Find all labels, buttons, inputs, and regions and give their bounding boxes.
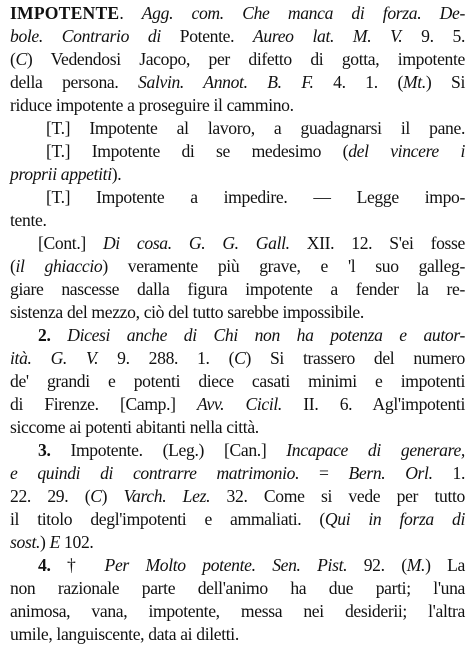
entry-line-23: il titolo degl'impotenti e ammaliati. (Qui in forza di <box>10 509 465 529</box>
entry-line-4: della persona. Salvin. Annot. B. F. 4. 1. (Mt.) Si <box>10 72 465 92</box>
entry-line-5: riduce impotente a proseguire il cammino. <box>10 95 294 115</box>
entry-line-6: [T.] Impotente al lavoro, a guadagnarsi il pane. <box>46 118 465 138</box>
entry-line-24: sost.) E 102. <box>10 532 94 552</box>
entry-line-11: [Cont.] Di cosa. G. G. Gall. XII. 12. S'ei fosse <box>38 233 466 253</box>
dictionary-entry-impotente <box>10 2 465 646</box>
entry-line-2: bole. Contrario di Potente. Aureo lat. M. V. 9. 5. <box>10 26 466 46</box>
entry-line-19: siccome ai potenti abitanti nella città. <box>10 417 259 437</box>
entry-line-10: tente. <box>10 210 47 230</box>
entry-line-16: ità. G. V. 9. 288. 1. (C) Si trassero del numero <box>10 348 465 368</box>
entry-line-12: (il ghiaccio) veramente più grave, e 'l suo galleg- <box>10 256 465 276</box>
entry-line-8: proprii appetiti). <box>10 164 122 184</box>
entry-line-27: animosa, vana, impotente, messa nei desiderii; l'altra <box>10 601 465 621</box>
entry-line-22: 22. 29. (C) Varch. Lez. 32. Come si vede per tutto <box>10 486 465 506</box>
entry-line-15: 2. Dicesi anche di Chi non ha potenza e autor- <box>38 325 465 345</box>
entry-line-21: e quindi di contrarre matrimonio. = Bern. Orl. 1. <box>10 463 466 483</box>
entry-line-28: umile, languiscente, data ai diletti. <box>10 624 239 644</box>
entry-line-17: de' grandi e potenti diece casati minimi e impotenti <box>10 371 465 391</box>
entry-line-26: non razionale parte dell'animo ha due parti; l'una <box>10 578 465 598</box>
entry-line-9: [T.] Impotente a impedire. — Legge impo- <box>46 187 465 207</box>
entry-line-25: 4. † Per Molto potente. Sen. Pist. 92. (M.) La <box>38 555 465 575</box>
entry-line-14: sistenza del mezzo, ciò del tutto sarebbe impossibile. <box>10 302 364 322</box>
entry-line-3: (C) Vedendosi Jacopo, per difetto di gotta, impotente <box>10 49 465 69</box>
entry-line-7: [T.] Impotente di se medesimo (del vincere i <box>46 141 466 161</box>
entry-line-1: IMPOTENTE. Agg. com. Che manca di forza. De- <box>10 3 465 23</box>
entry-line-13: giare nascesse dalla figura impotente a fender la re- <box>10 279 465 299</box>
entry-line-20: 3. Impotente. (Leg.) [Can.] Incapace di generare, <box>38 440 465 460</box>
entry-line-18: di Firenze. [Camp.] Avv. Cicil. II. 6. Agl'impotenti <box>10 394 465 414</box>
